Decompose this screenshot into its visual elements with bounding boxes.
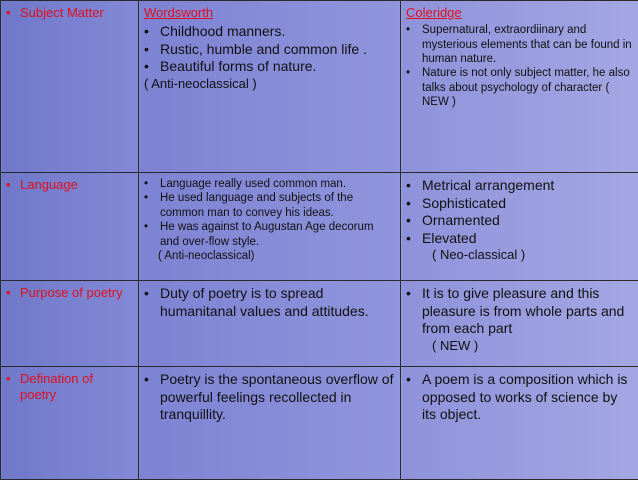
bullet-icon: • — [406, 230, 422, 248]
row-label-cell — [1, 1, 139, 173]
note: ( Neo-classical ) — [432, 247, 632, 263]
bullet-icon: • — [144, 191, 160, 220]
list-item: • Beautiful forms of nature. — [144, 58, 394, 76]
note: ( NEW ) — [432, 338, 632, 354]
bullet-icon: • — [406, 23, 422, 66]
list-item: • Sophisticated — [406, 195, 632, 213]
note: ( Anti-neoclassical) — [158, 249, 394, 263]
bullet-list — [406, 177, 632, 247]
bullet-icon: • — [144, 220, 160, 249]
bullet-icon: • — [144, 371, 160, 424]
coleridge-cell — [401, 173, 638, 281]
bullet-icon: • — [144, 177, 160, 191]
bullet-icon: • — [406, 195, 422, 213]
table-row — [1, 1, 638, 173]
list-item: • Ornamented — [406, 212, 632, 230]
table-row — [1, 173, 638, 281]
list-item: • Duty of poetry is to spread humanitanal values and attitudes. — [144, 285, 394, 320]
bullet-icon: • — [144, 41, 160, 59]
list-item: • Poetry is the spontaneous overflow of powerful feelings recollected in tranquillity. — [144, 371, 394, 424]
row-label: Defination of poetry — [20, 371, 132, 404]
bullet-list — [406, 23, 632, 109]
column-heading-coleridge: Coleridge — [406, 5, 632, 21]
list-item: • He used language and subjects of the common man to convey his ideas. — [144, 191, 394, 220]
row-label-cell — [1, 173, 139, 281]
bullet-icon: • — [144, 285, 160, 320]
list-item: • It is to give pleasure and this pleasure is from whole parts and from each part — [406, 285, 632, 338]
list-item: • Language really used common man. — [144, 177, 394, 191]
column-heading-wordsworth: Wordsworth — [144, 5, 394, 21]
row-label: Language — [20, 177, 78, 193]
note: ( Anti-neoclassical ) — [144, 76, 394, 92]
bullet-list — [406, 371, 632, 424]
bullet-icon: • — [6, 371, 20, 404]
list-item: • Rustic, humble and common life . — [144, 41, 394, 59]
bullet-icon: • — [406, 177, 422, 195]
coleridge-cell — [401, 281, 638, 367]
row-label: Subject Matter — [20, 5, 104, 21]
bullet-icon: • — [406, 66, 422, 109]
bullet-icon: • — [406, 371, 422, 424]
bullet-icon: • — [6, 177, 20, 193]
list-item: • Childhood manners. — [144, 23, 394, 41]
bullet-icon: • — [406, 212, 422, 230]
list-item: • Elevated — [406, 230, 632, 248]
wordsworth-cell — [139, 367, 401, 480]
coleridge-cell — [401, 1, 638, 173]
bullet-list — [144, 177, 394, 249]
bullet-icon: • — [406, 285, 422, 338]
table-row — [1, 281, 638, 367]
bullet-icon: • — [144, 58, 160, 76]
list-item: • He was against to Augustan Age decorum and over-flow style. — [144, 220, 394, 249]
row-label-cell — [1, 367, 139, 480]
bullet-list — [144, 285, 394, 320]
bullet-list — [144, 23, 394, 76]
list-item: • Supernatural, extraordiinary and mysterious elements that can be found in human nature. — [406, 23, 632, 66]
wordsworth-cell — [139, 281, 401, 367]
row-label: Purpose of poetry — [20, 285, 123, 301]
bullet-icon: • — [144, 23, 160, 41]
bullet-list — [144, 371, 394, 424]
bullet-icon: • — [6, 285, 20, 301]
wordsworth-cell — [139, 1, 401, 173]
list-item: • A poem is a composition which is opposed to works of science by its object. — [406, 371, 632, 424]
wordsworth-cell — [139, 173, 401, 281]
bullet-list — [406, 285, 632, 338]
list-item: • Metrical arrangement — [406, 177, 632, 195]
list-item: • Nature is not only subject matter, he also talks about psychology of character ( NEW ) — [406, 66, 632, 109]
table-row — [1, 367, 638, 480]
bullet-icon: • — [6, 5, 20, 21]
coleridge-cell — [401, 367, 638, 480]
row-label-cell — [1, 281, 139, 367]
